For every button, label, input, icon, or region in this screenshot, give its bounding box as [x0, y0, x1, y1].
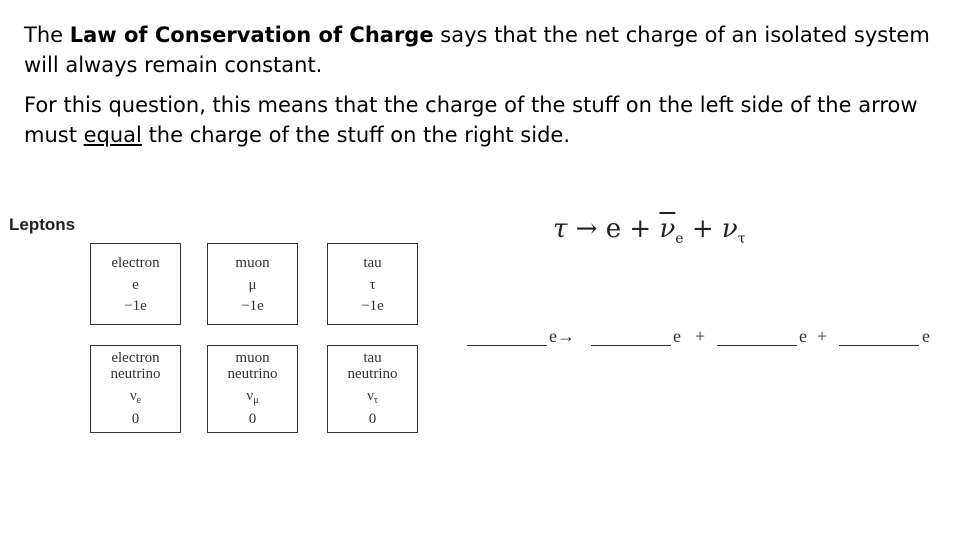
blank-2[interactable] [591, 345, 671, 346]
fill-unit-4: e [922, 326, 930, 346]
tau-neutrino-cell [327, 345, 418, 433]
muon-neutrino-cell [207, 345, 298, 433]
blank-4[interactable] [839, 345, 919, 346]
muon-neutrino-symbol: $\nu_\mu$ [246, 388, 259, 406]
electron-neutrino-symbol: $\nu_e$ [129, 388, 142, 406]
question-explanation-paragraph [24, 90, 934, 150]
muon-symbol: μ [248, 277, 257, 293]
electron-neutrino-name1: electron [111, 350, 160, 366]
leptons-title: Leptons [9, 215, 76, 234]
blank-1[interactable] [467, 345, 547, 346]
muon-charge: −1e [241, 298, 264, 314]
underlined-equal: equal [83, 123, 142, 147]
paragraph1-post: says that the net charge of an isolated system will always remain constant. [24, 23, 930, 77]
equation-plus-1: + [629, 214, 652, 244]
electron-neutrino-cell [90, 345, 181, 433]
equation-antineutrino-e: $\overline{\nu}_e$ [659, 214, 684, 247]
equation-arrow: → [575, 214, 598, 244]
muon-neutrino-name2: neutrino [227, 366, 278, 382]
tau-neutrino-name1: tau [363, 350, 382, 366]
electron-name: electron [111, 255, 160, 271]
electron-charge: −1e [124, 298, 147, 314]
electron-neutrino-charge: 0 [131, 411, 140, 427]
tau-neutrino-symbol: $\nu_\tau$ [367, 388, 378, 406]
tau-neutrino-charge: 0 [368, 411, 377, 427]
equation-neutrino-tau: $\nu_\tau$ [721, 214, 746, 247]
law-name: Law of Conservation of Charge [69, 23, 434, 47]
paragraph2-post: the charge of the stuff on the right side. [141, 123, 570, 147]
electron-cell [90, 243, 181, 325]
fill-plus-2: + [817, 326, 828, 346]
equation-tau: τ [553, 214, 568, 244]
equation-electron: e [605, 214, 622, 244]
muon-cell [207, 243, 298, 325]
electron-symbol: e [132, 277, 139, 293]
fill-arrow-unit: e→ [549, 326, 575, 346]
fill-plus-1: + [695, 326, 706, 346]
tau-name: tau [363, 255, 382, 271]
paragraph2-pre: For this question, this means that the charge of the stuff on the left side of the arrow must [24, 93, 918, 147]
muon-neutrino-name1: muon [235, 350, 270, 366]
paragraph1-pre: The [24, 23, 70, 47]
tau-decay-equation [553, 214, 745, 247]
muon-neutrino-charge: 0 [248, 411, 257, 427]
fill-unit-2: e [673, 326, 681, 346]
fill-unit-3: e [799, 326, 807, 346]
blank-3[interactable] [717, 345, 797, 346]
charge-fill-in-line [467, 326, 937, 350]
electron-neutrino-name2: neutrino [110, 366, 161, 382]
tau-cell [327, 243, 418, 325]
equation-plus-2: + [691, 214, 714, 244]
tau-symbol: τ [369, 277, 376, 293]
muon-name: muon [235, 255, 270, 271]
tau-neutrino-name2: neutrino [347, 366, 398, 382]
tau-charge: −1e [361, 298, 384, 314]
conservation-law-paragraph [24, 20, 934, 80]
